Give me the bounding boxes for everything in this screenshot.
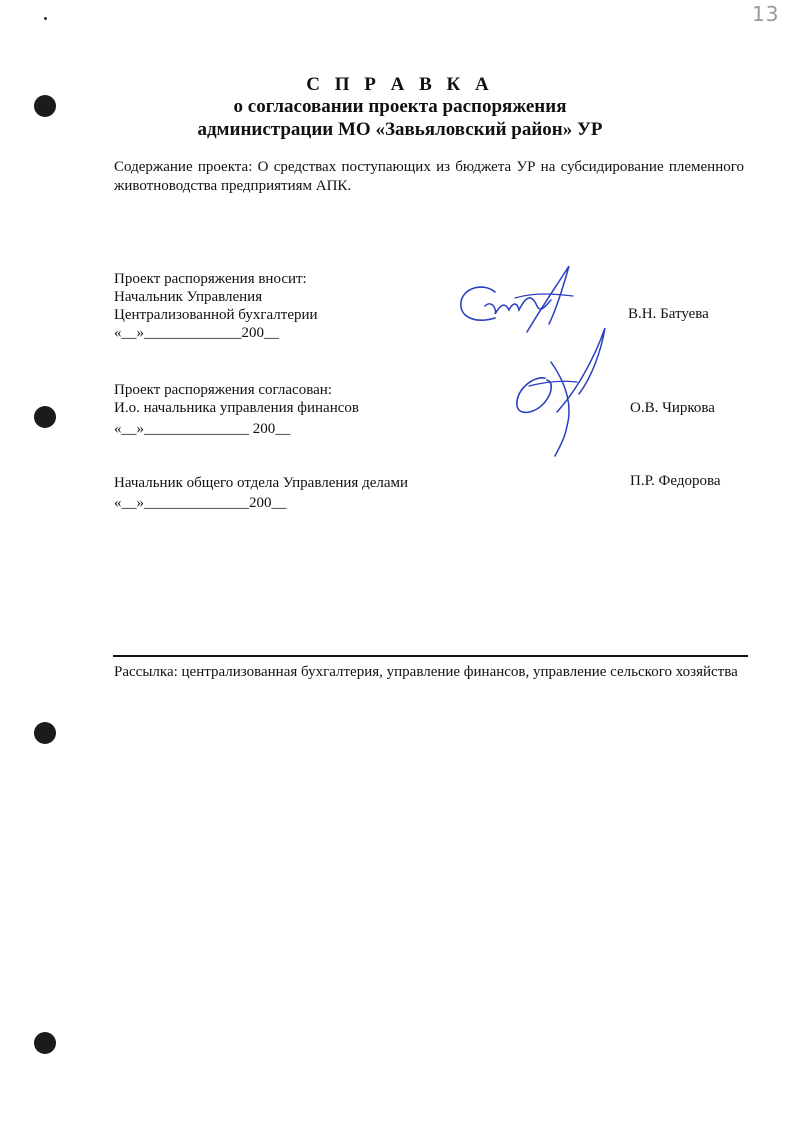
block3-line-1: Начальник общего отдела Управления делами — [114, 475, 409, 491]
block2-date-line: «__»______________ 200__ — [114, 421, 291, 437]
block1-line-2: Начальник Управления — [114, 289, 263, 305]
punch-hole-3 — [34, 722, 56, 744]
block2-line-2: И.о. начальника управления финансов — [114, 400, 359, 416]
separator-rule — [113, 655, 748, 657]
document-subtitle-line-2: администрации МО «Завьяловский район» УР — [197, 119, 603, 140]
page-number: 13 — [752, 2, 780, 26]
block1-line-1: Проект распоряжения вносит: — [114, 271, 307, 287]
mailing-list: Рассылка: централизованная бухгалтерия, управление финансов, управление сельского хозяйства — [114, 664, 738, 680]
document-subtitle-line-1: о согласовании проекта распоряжения — [233, 96, 567, 117]
block1-date-line: «__»_____________200__ — [114, 325, 279, 341]
block2-line-1: Проект распоряжения согласован: — [114, 382, 332, 398]
block3-date-line: «__»______________200__ — [114, 495, 287, 511]
project-content: Содержание проекта: О средствах поступающих из бюджета УР на субсидирование племенного животноводства предприятиям АПК. — [114, 159, 744, 194]
paper-speck — [44, 17, 47, 20]
signature-2 — [505, 322, 615, 462]
block1-signatory-name: В.Н. Батуева — [628, 306, 709, 322]
block2-signatory-name: О.В. Чиркова — [630, 400, 715, 416]
block3-signatory-name: П.Р. Федорова — [630, 473, 721, 489]
punch-hole-4 — [34, 1032, 56, 1054]
document-title: С П Р А В К А — [306, 74, 494, 95]
block1-line-3: Централизованной бухгалтерии — [114, 307, 318, 323]
punch-hole-2 — [34, 406, 56, 428]
